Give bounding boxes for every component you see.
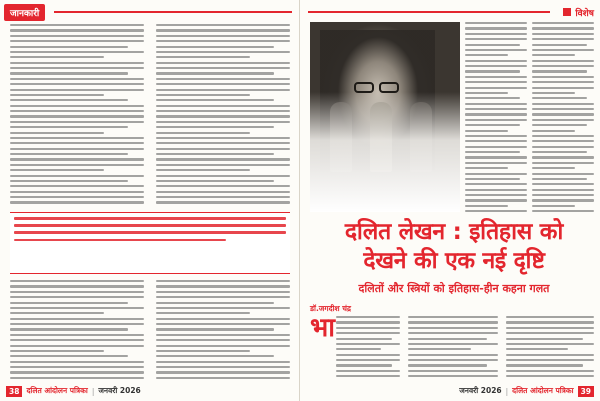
- right-page: [300, 0, 600, 401]
- text-line: [10, 158, 144, 160]
- text-line: [532, 140, 594, 142]
- text-line: [10, 350, 104, 352]
- text-line: [408, 338, 487, 340]
- text-line: [10, 328, 128, 330]
- text-line: [156, 51, 290, 53]
- text-line: [465, 135, 527, 137]
- text-line: [156, 99, 274, 101]
- text-line: [465, 92, 508, 94]
- text-line: [465, 167, 508, 169]
- text-line: [156, 361, 290, 363]
- text-line: [156, 355, 274, 357]
- text-line: [336, 354, 400, 356]
- text-line: [10, 40, 144, 42]
- text-line: [156, 83, 290, 85]
- text-line: [465, 199, 527, 201]
- pull-quote-line: [14, 231, 286, 234]
- text-line: [532, 167, 575, 169]
- text-line: [465, 124, 520, 126]
- text-line: [532, 119, 594, 121]
- text-line: [156, 158, 290, 160]
- text-line: [465, 210, 527, 212]
- feature-photo: [310, 22, 460, 212]
- text-line: [10, 366, 144, 368]
- text-line: [156, 72, 274, 74]
- text-line: [465, 65, 527, 67]
- pull-quote-line: [14, 217, 286, 220]
- text-line: [532, 38, 594, 40]
- text-line: [465, 60, 527, 62]
- text-line: [156, 201, 290, 203]
- text-line: [10, 72, 128, 74]
- text-line: [10, 312, 104, 314]
- text-line: [10, 296, 144, 298]
- text-line: [156, 94, 250, 96]
- text-line: [465, 156, 527, 158]
- article-title: दलित लेखन : इतिहास को देखने की एक नई दृष्टि: [344, 219, 564, 274]
- issue-date: जनवरी 2026: [459, 386, 502, 395]
- text-line: [10, 191, 144, 193]
- text-line: [465, 194, 527, 196]
- article-subtitle: दलितों और स्त्रियों को इतिहास-हीन कहना गलत: [358, 282, 550, 295]
- text-line: [156, 175, 290, 177]
- text-line: [10, 175, 144, 177]
- text-line: [156, 291, 290, 293]
- section-tab: [563, 4, 594, 20]
- text-line: [465, 178, 520, 180]
- text-line: [10, 148, 144, 150]
- pull-quote: [10, 212, 290, 274]
- text-line: [10, 35, 144, 37]
- text-line: [10, 62, 144, 64]
- text-line: [156, 126, 274, 128]
- text-line: [532, 194, 594, 196]
- section-label: जानकारी: [4, 4, 45, 21]
- text-line: [532, 199, 594, 201]
- body-column-4: [156, 280, 290, 382]
- text-line: [465, 146, 527, 148]
- text-line: [408, 375, 498, 377]
- text-line: [408, 354, 498, 356]
- text-line: [408, 321, 498, 323]
- text-line: [532, 108, 594, 110]
- text-line: [10, 46, 128, 48]
- text-line: [532, 33, 594, 35]
- text-line: [465, 38, 527, 40]
- text-line: [156, 296, 290, 298]
- text-line: [408, 332, 498, 334]
- text-line: [10, 56, 104, 58]
- text-line: [10, 153, 128, 155]
- text-line: [336, 370, 400, 372]
- text-line: [10, 280, 144, 282]
- text-line: [156, 191, 290, 193]
- text-line: [532, 178, 587, 180]
- text-line: [532, 124, 587, 126]
- body-column-2: [156, 24, 290, 207]
- text-line: [10, 345, 144, 347]
- text-line: [10, 361, 144, 363]
- text-line: [156, 366, 290, 368]
- text-line: [532, 70, 587, 72]
- header-rule: [308, 11, 550, 13]
- text-line: [10, 132, 104, 134]
- drop-cap: भा: [310, 313, 336, 343]
- text-line: [156, 307, 290, 309]
- text-line: [532, 135, 594, 137]
- author-name: डॉ.जगदीश चंद्र: [310, 304, 351, 313]
- text-line: [532, 183, 594, 185]
- text-line: [156, 35, 290, 37]
- text-line: [506, 316, 594, 318]
- text-line: [506, 321, 594, 323]
- text-line: [532, 87, 594, 89]
- text-line: [156, 142, 290, 144]
- body-column-2: [532, 22, 594, 216]
- text-line: [156, 137, 290, 139]
- text-line: [336, 343, 400, 345]
- page-footer: जनवरी 2026 | दलित आंदोलन पत्रिका 39: [306, 385, 594, 397]
- text-line: [156, 350, 250, 352]
- text-line: [156, 318, 290, 320]
- text-line: [532, 173, 594, 175]
- text-line: [156, 302, 274, 304]
- text-line: [532, 113, 594, 115]
- text-line: [532, 97, 587, 99]
- text-line: [156, 280, 290, 282]
- text-line: [506, 343, 594, 345]
- text-line: [10, 291, 144, 293]
- text-line: [506, 370, 594, 372]
- text-line: [156, 24, 290, 26]
- text-line: [336, 359, 400, 361]
- text-line: [465, 151, 520, 153]
- text-line: [156, 62, 290, 64]
- text-line: [10, 201, 144, 203]
- text-line: [465, 108, 527, 110]
- text-line: [10, 318, 144, 320]
- text-line: [10, 323, 144, 325]
- text-line: [506, 348, 568, 350]
- text-line: [156, 89, 290, 91]
- text-line: [10, 137, 144, 139]
- text-line: [156, 121, 290, 123]
- section-label: विशेष: [575, 8, 594, 19]
- text-line: [532, 27, 594, 29]
- text-line: [336, 348, 381, 350]
- text-line: [156, 180, 274, 182]
- text-line: [336, 338, 392, 340]
- text-line: [156, 339, 290, 341]
- text-line: [465, 113, 527, 115]
- text-line: [465, 162, 527, 164]
- text-line: [10, 94, 104, 96]
- pull-quote-line: [14, 224, 286, 227]
- text-line: [10, 99, 128, 101]
- text-line: [465, 103, 527, 105]
- text-line: [156, 56, 250, 58]
- text-line: [10, 105, 144, 107]
- text-line: [408, 316, 498, 318]
- page-number: 39: [578, 386, 594, 397]
- text-line: [10, 339, 144, 341]
- text-line: [156, 132, 250, 134]
- section-tab: [4, 4, 45, 20]
- text-line: [10, 371, 144, 373]
- text-line: [408, 343, 498, 345]
- text-line: [465, 130, 508, 132]
- text-line: [532, 49, 594, 51]
- text-line: [156, 105, 290, 107]
- text-line: [156, 196, 290, 198]
- text-line: [465, 70, 520, 72]
- text-line: [506, 359, 594, 361]
- magazine-name: दलित आंदोलन पत्रिका: [26, 386, 88, 395]
- text-line: [156, 328, 274, 330]
- text-line: [465, 173, 527, 175]
- section-marker-icon: [563, 8, 571, 16]
- text-line: [10, 196, 144, 198]
- text-line: [156, 148, 290, 150]
- text-line: [465, 205, 508, 207]
- text-line: [156, 40, 290, 42]
- text-line: [156, 78, 290, 80]
- text-line: [532, 189, 594, 191]
- text-line: [10, 126, 128, 128]
- text-line: [465, 183, 527, 185]
- page-footer: 38 दलित आंदोलन पत्रिका | जनवरी 2026: [6, 385, 294, 397]
- text-line: [408, 348, 471, 350]
- body-column-4: [408, 316, 498, 381]
- text-line: [10, 110, 144, 112]
- page-number: 38: [6, 386, 22, 397]
- body-column-3: [10, 280, 144, 382]
- text-line: [156, 312, 250, 314]
- text-line: [10, 169, 104, 171]
- text-line: [465, 97, 520, 99]
- text-line: [156, 285, 290, 287]
- text-line: [156, 67, 290, 69]
- text-line: [408, 359, 498, 361]
- text-line: [156, 345, 290, 347]
- text-line: [10, 334, 144, 336]
- body-column-1: [10, 24, 144, 207]
- text-line: [532, 130, 575, 132]
- text-line: [506, 338, 583, 340]
- text-line: [408, 370, 498, 372]
- text-line: [532, 54, 575, 56]
- body-column-3: [336, 316, 400, 381]
- text-line: [506, 354, 594, 356]
- text-line: [465, 49, 527, 51]
- text-line: [10, 89, 144, 91]
- text-line: [336, 332, 400, 334]
- text-line: [336, 321, 400, 323]
- text-line: [532, 76, 594, 78]
- text-line: [156, 46, 274, 48]
- text-line: [532, 60, 594, 62]
- text-line: [465, 87, 527, 89]
- text-line: [10, 285, 144, 287]
- issue-date: जनवरी 2026: [98, 386, 141, 395]
- text-line: [10, 180, 128, 182]
- text-line: [465, 119, 527, 121]
- text-line: [465, 54, 508, 56]
- text-line: [506, 332, 594, 334]
- text-line: [465, 33, 527, 35]
- text-line: [10, 142, 144, 144]
- text-line: [506, 375, 594, 377]
- text-line: [336, 364, 392, 366]
- header-rule: [54, 11, 292, 13]
- text-line: [156, 323, 290, 325]
- text-line: [336, 375, 400, 377]
- text-line: [465, 81, 527, 83]
- text-line: [465, 76, 527, 78]
- text-line: [336, 316, 400, 318]
- text-line: [532, 205, 575, 207]
- text-line: [10, 115, 144, 117]
- text-line: [465, 27, 527, 29]
- text-line: [506, 327, 594, 329]
- text-line: [506, 364, 583, 366]
- text-line: [156, 169, 250, 171]
- text-line: [10, 29, 144, 31]
- text-line: [408, 327, 498, 329]
- text-line: [532, 65, 594, 67]
- text-line: [156, 371, 290, 373]
- text-line: [10, 67, 144, 69]
- text-line: [10, 302, 128, 304]
- text-line: [10, 164, 144, 166]
- text-line: [408, 364, 487, 366]
- text-line: [532, 22, 594, 24]
- text-line: [156, 164, 290, 166]
- pull-quote-line: [14, 239, 226, 242]
- text-line: [532, 81, 594, 83]
- text-line: [465, 140, 527, 142]
- text-line: [10, 83, 144, 85]
- text-line: [10, 355, 128, 357]
- text-line: [532, 156, 594, 158]
- text-line: [532, 44, 587, 46]
- text-line: [10, 121, 144, 123]
- text-line: [465, 189, 527, 191]
- text-line: [532, 92, 575, 94]
- text-line: [156, 29, 290, 31]
- glasses-detail: [354, 78, 404, 90]
- text-line: [465, 44, 520, 46]
- text-line: [532, 103, 594, 105]
- crowd-image: [310, 92, 460, 212]
- text-line: [156, 115, 290, 117]
- text-line: [465, 22, 527, 24]
- text-line: [156, 334, 290, 336]
- text-line: [10, 78, 144, 80]
- text-line: [156, 377, 290, 379]
- body-column-5: [506, 316, 594, 381]
- body-column-1: [465, 22, 527, 216]
- text-line: [10, 307, 144, 309]
- text-line: [336, 327, 400, 329]
- text-line: [10, 377, 144, 379]
- magazine-name: दलित आंदोलन पत्रिका: [512, 386, 574, 395]
- text-line: [156, 153, 274, 155]
- text-line: [10, 24, 144, 26]
- text-line: [532, 151, 587, 153]
- text-line: [156, 110, 290, 112]
- text-line: [532, 146, 594, 148]
- text-line: [532, 162, 594, 164]
- text-line: [156, 185, 290, 187]
- article-title-block: [310, 218, 598, 296]
- text-line: [10, 185, 144, 187]
- text-line: [532, 210, 594, 212]
- text-line: [10, 51, 144, 53]
